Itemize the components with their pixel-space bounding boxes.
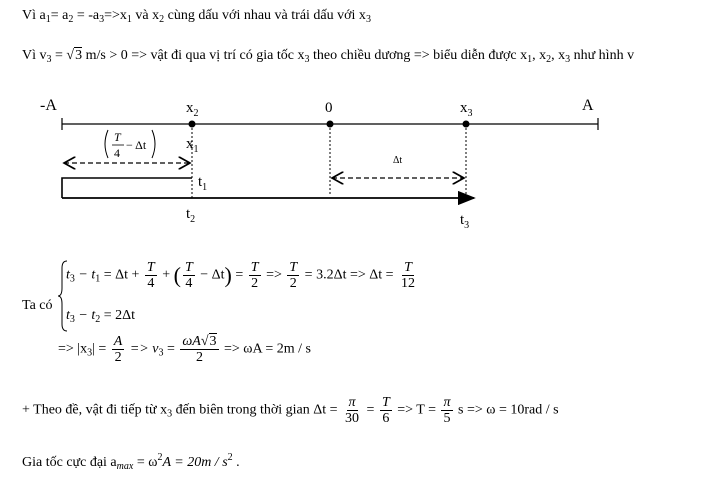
label-x2: $x_2$ bbox=[186, 100, 199, 119]
taco-label: Ta có bbox=[22, 298, 53, 313]
label-negA: -A bbox=[40, 97, 57, 114]
svg-text:− Δt: − Δt bbox=[126, 138, 147, 152]
text-line-5: Gia tốc cực đại $a_{max} = \omega^2A = 20m / s^2$ . bbox=[22, 452, 240, 472]
path-t1 bbox=[62, 178, 192, 198]
text-line-4: + Theo đề, vật đi tiếp từ $x_3$ đến biên trong thời gian Δt = $\frac{\pi}{30}$ = $\frac{T}{6}$ => T = $\frac{\pi}{5}$ s => ω = 10rad / s bbox=[22, 395, 559, 426]
equation-line-3: => $|x_3|$ = $\frac{A}{2}$ => $v_3$ = $\frac{\omega A√3}{2}$ => ωA = 2m / s bbox=[58, 334, 311, 365]
label-x3: $x_3$ bbox=[460, 100, 473, 119]
svg-text:4: 4 bbox=[114, 146, 120, 160]
label-dt: Δt bbox=[393, 155, 403, 166]
equation-1: $t_3 - t_1 = \Delta t$ + $\frac{T}{4}$ + ( $\frac{T}{4}$ − Δt) = $\frac{T}{2}$ => $\frac{T}{2}$ = 3.2Δt => Δt = $\frac{T}{12}$ bbox=[66, 260, 416, 291]
label-t1: $t_1$ bbox=[198, 174, 208, 193]
paren-label bbox=[105, 130, 155, 160]
label-t2: $t_2$ bbox=[186, 206, 196, 225]
label-x1: $x_1$ bbox=[186, 136, 199, 155]
svg-text:T: T bbox=[114, 130, 121, 144]
label-A: A bbox=[582, 97, 594, 114]
equation-2: $t_3 - t_2 = 2\Delta t$ bbox=[66, 308, 136, 325]
label-t3: $t_3$ bbox=[460, 212, 470, 231]
equation-system bbox=[22, 258, 522, 338]
text-line-2: Vì $v_3 = √3$ m/s > 0 => vật đi qua vị trí có gia tốc $x_3$ theo chiều dương => biểu diễn được $x_1$, $x_2$, $x_3$ như hình v bbox=[22, 48, 635, 65]
motion-diagram bbox=[0, 88, 716, 258]
label-0: 0 bbox=[325, 100, 333, 116]
text-line-1: Vì $a_1= a_2 = -a_3=>x_1$ và $x_2$ cùng dấu với nhau và trái dấu với $x_3$ bbox=[22, 8, 371, 25]
